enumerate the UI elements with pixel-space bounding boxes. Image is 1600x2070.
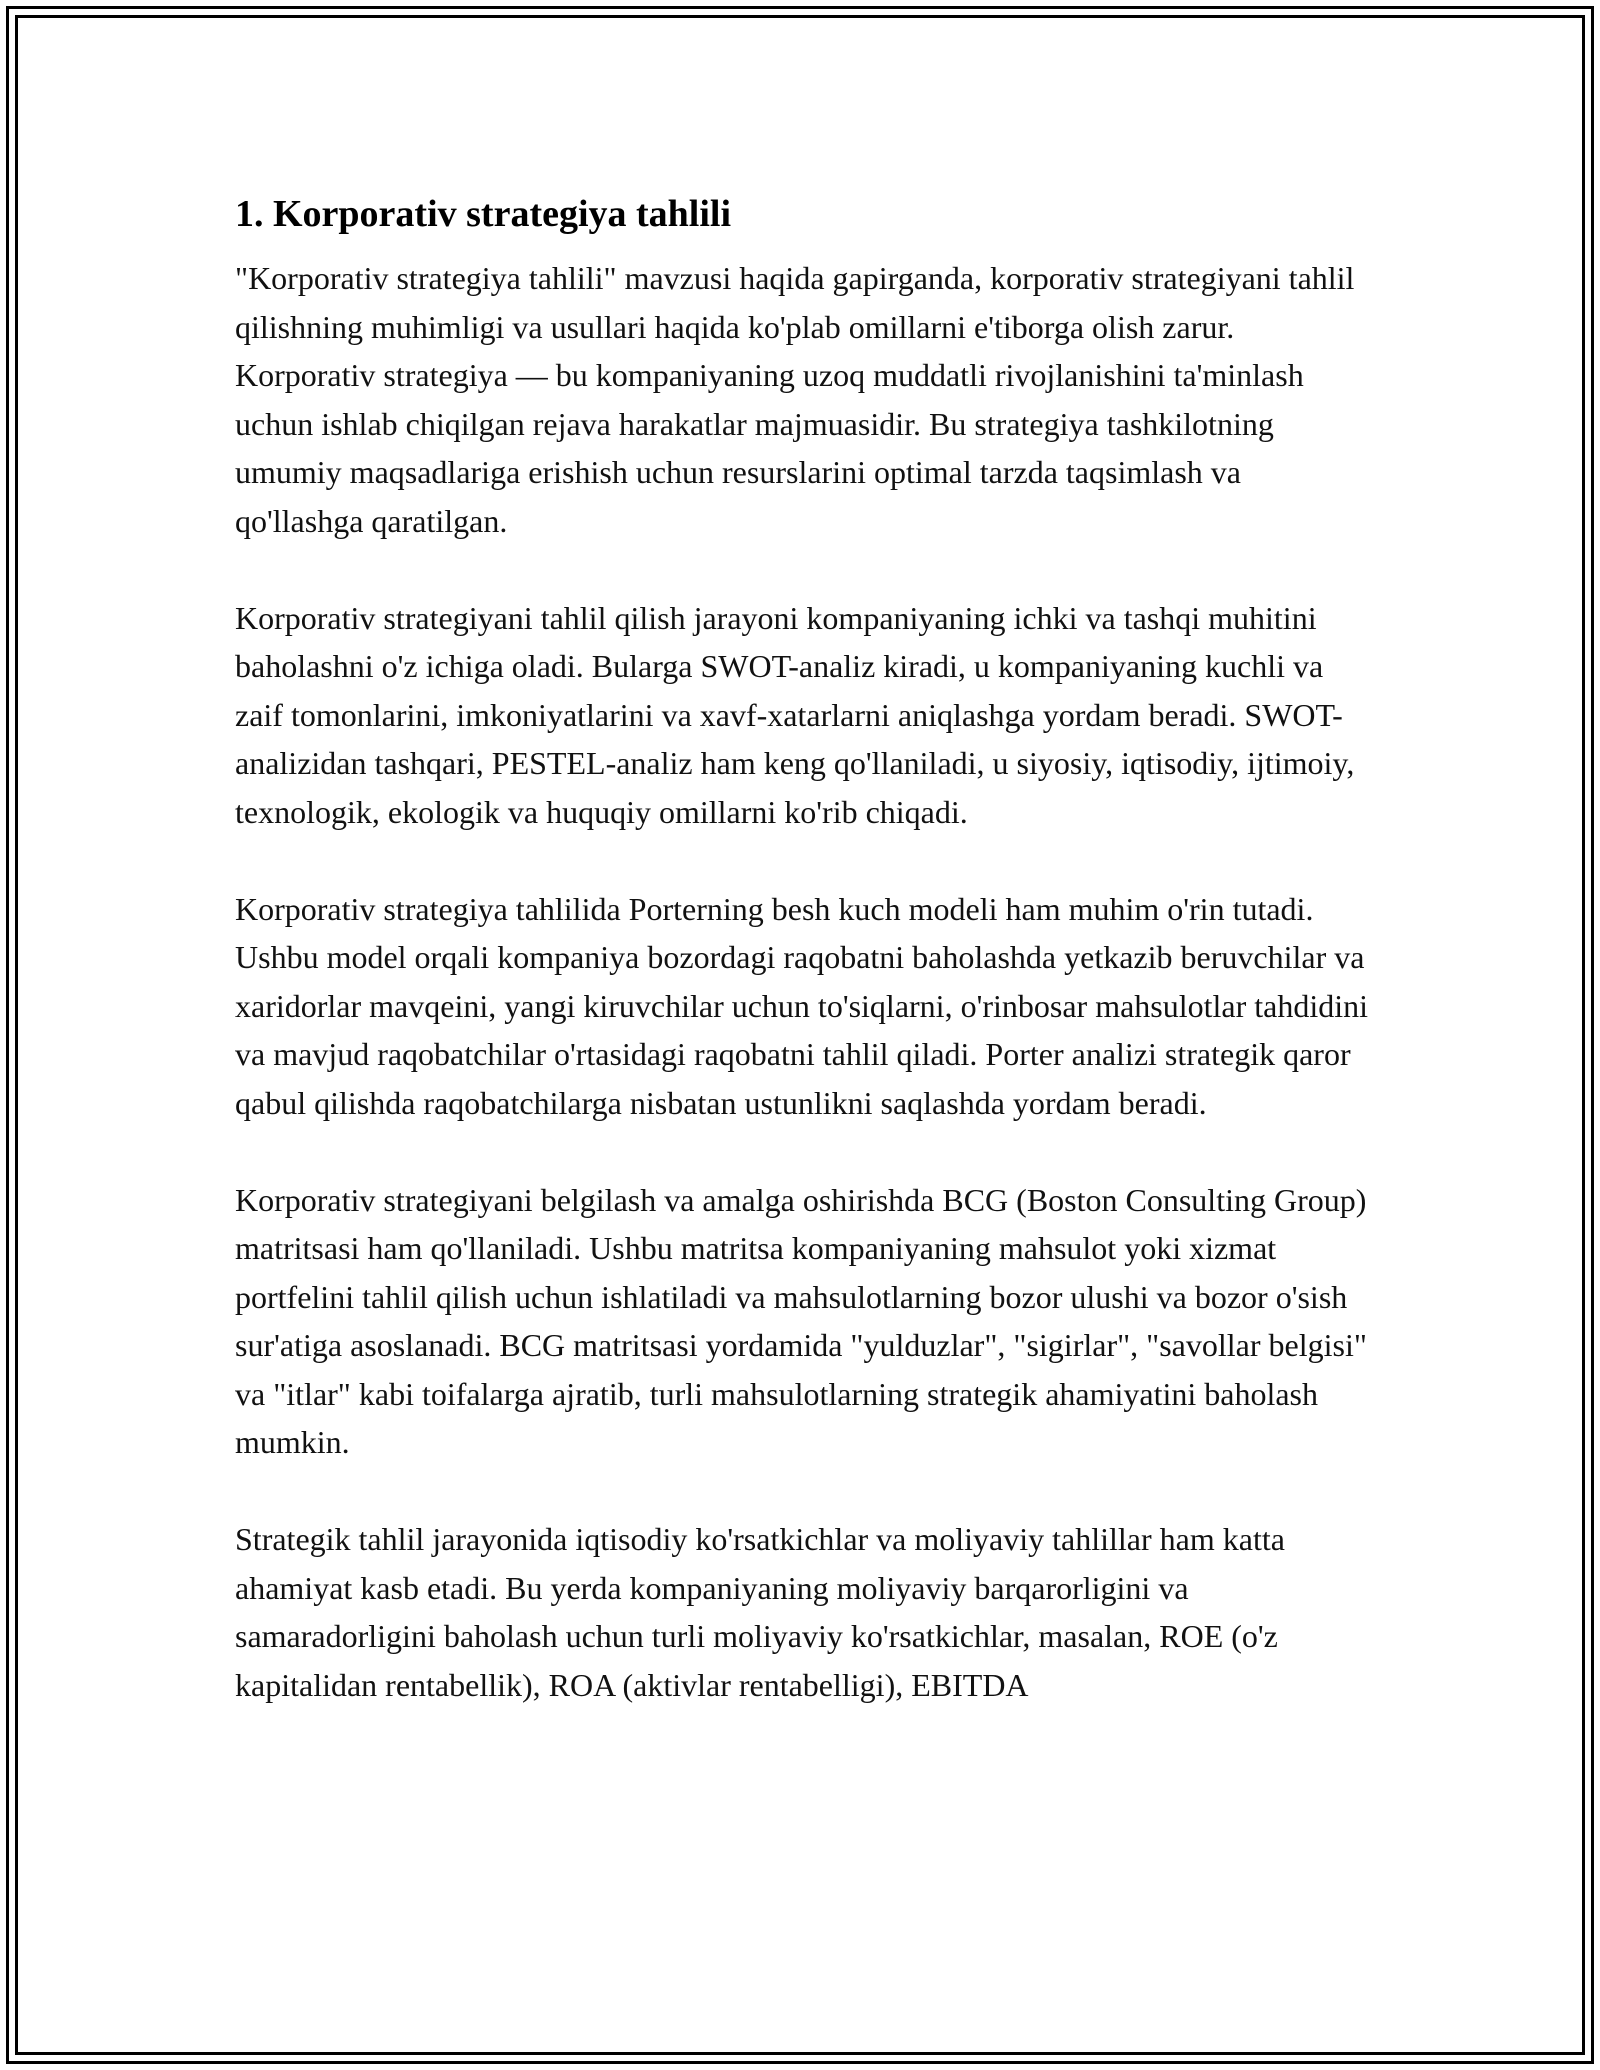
paragraph-2: Korporativ strategiyani tahlil qilish jarayoni kompaniyaning ichki va tashqi muhitini baholashni o'z ichiga oladi. Bularga SWOT-analiz kiradi, u kompaniyaning kuchli va zaif tomonlarini, imkoniyatlarini va xavf-xatarlarni aniqlashga yordam beradi. SWOT-analizidan tashqari, PESTEL-analiz ham keng qo'llaniladi, u siyosiy, iqtisodiy, ijtimoiy, texnologik, ekologik va huquqiy omillarni ko'rib chiqadi. (235, 599, 1355, 830)
paragraph-4: Korporativ strategiyani belgilash va amalga oshirishda BCG (Boston Consulting Group) matritsasi ham qo'llaniladi. Ushbu matritsa kompaniyaning mahsulot yoki xizmat portfelini tahlil qilish uchun ishlatiladi va mahsulotlarning bozor ulushi va bozor o'sish sur'atiga asoslanadi. BCG matritsasi yordamida "yulduzlar", "sigirlar", "savollar belgisi" va "itlar" kabi toifalarga ajratib, turli mahsulotlarning strategik ahamiyatini baholash mumkin. (235, 1181, 1367, 1460)
paragraph-1: "Korporativ strategiya tahlili" mavzusi haqida gapirganda, korporativ strategiyani tahlil qilishning muhimligi va usullari haqida ko'plab omillarni e'tiborga olish zarur. Korporativ strategiya — bu kompaniyaning uzoq muddatli rivojlanishini ta'minlash uchun ishlab chiqilgan rejava harakatlar majmuasidir. Bu strategiya tashkilotning umumiy maqsadlariga erishish uchun resurslarini optimal tarzda taqsimlash va qo'llashga qaratilgan. (235, 260, 1355, 539)
page-title: 1. Korporativ strategiya tahlili (235, 193, 732, 235)
paragraph-3: Korporativ strategiya tahlilida Porterning besh kuch modeli ham muhim o'rin tutadi. Ushbu model orqali kompaniya bozordagi raqobatni baholashda yetkazib beruvchilar va xaridorlar mavqeini, yangi kiruvchilar uchun to'siqlarni, o'rinbosar mahsulotlar tahdidini va mavjud raqobatchilar o'rtasidagi raqobatni tahlil qiladi. Porter analizi strategik qaror qabul qilishda raqobatchilarga nisbatan ustunlikni saqlashda yordam beradi. (235, 890, 1369, 1121)
document-body (235, 186, 1370, 1758)
paragraph-5: Strategik tahlil jarayonida iqtisodiy ko'rsatkichlar va moliyaviy tahlillar ham katta ahamiyat kasb etadi. Bu yerda kompaniyaning moliyaviy barqarorligini va samaradorligini baholash uchun turli moliyaviy ko'rsatkichlar, masalan, ROE (o'z kapitalidan rentabellik), ROA (aktivlar rentabelligi), EBITDA (235, 1521, 1285, 1703)
